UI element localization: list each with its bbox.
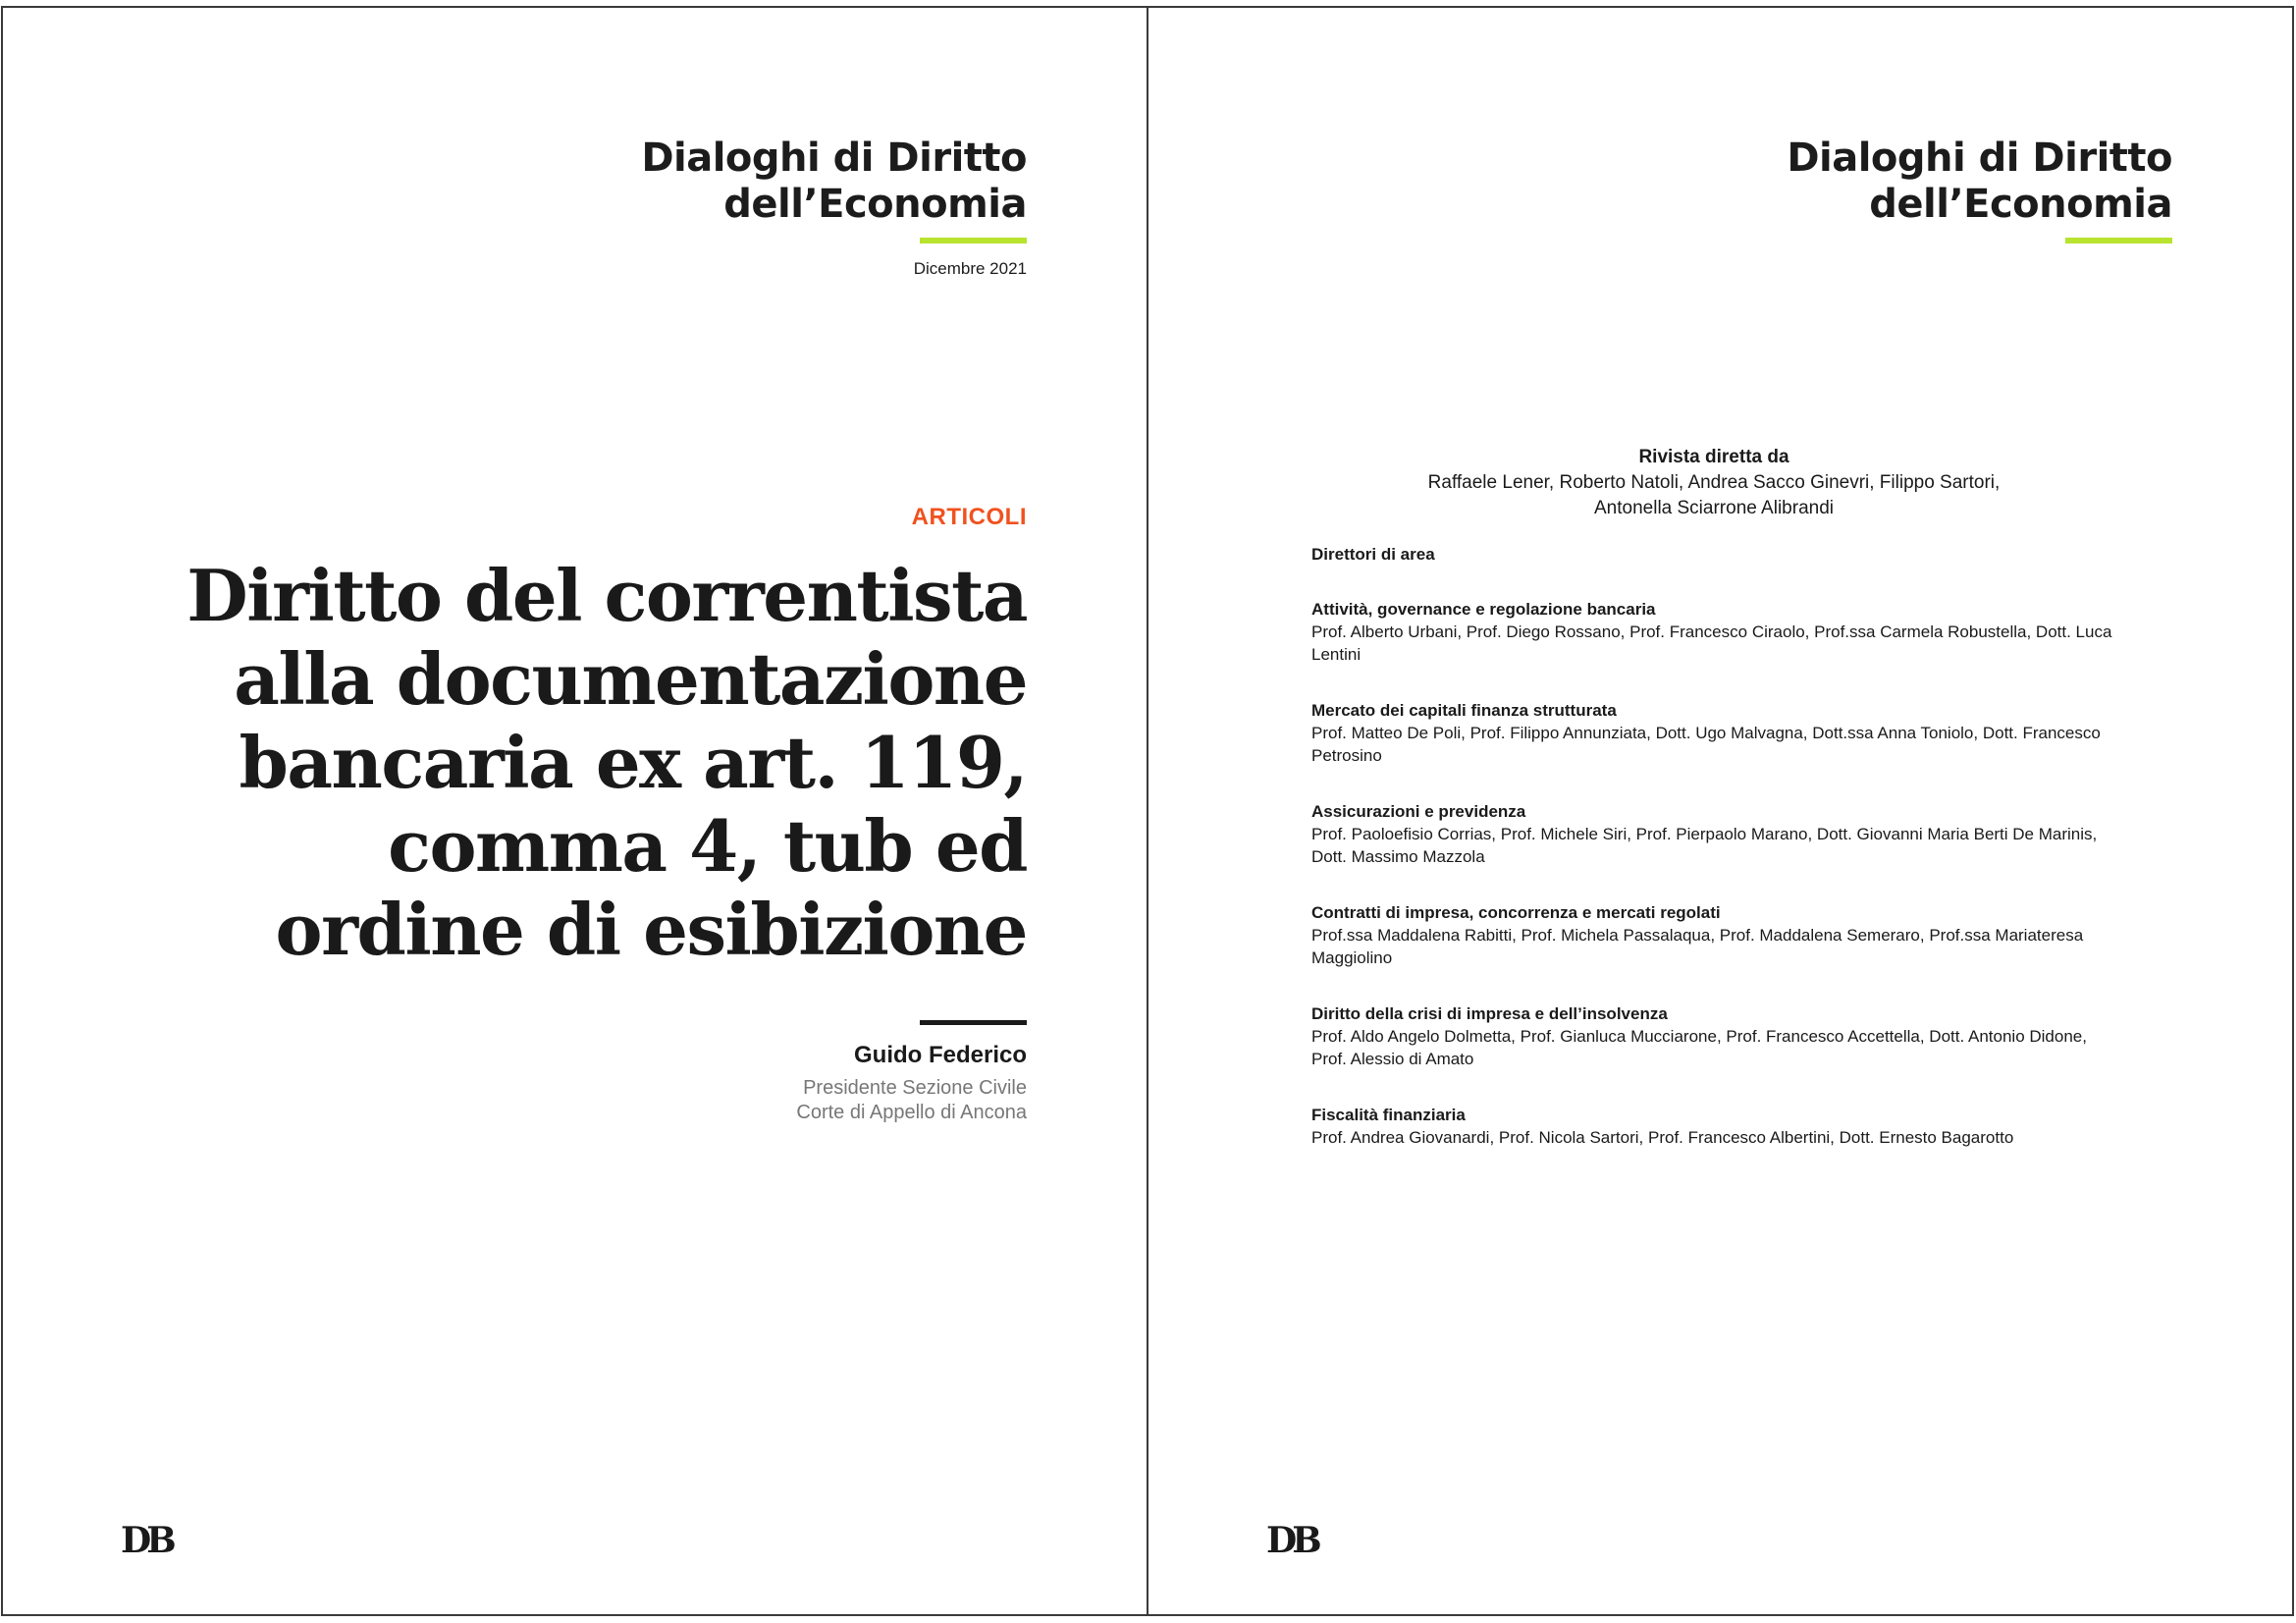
publisher-logo: DB [121,1520,172,1561]
author-role-line1: Presidente Sezione Civile [803,1077,1027,1099]
area-block [1311,800,2116,868]
right-page [1147,6,2294,1616]
area-members: Prof. Aldo Angelo Dolmetta, Prof. Gianluca Mucciarone, Prof. Francesco Accettella, Dott. Antonio Didone, Prof. Alessio di Amato [1311,1027,2087,1068]
author-name: Guido Federico [853,1042,1027,1068]
journal-title-line1: Dialoghi di Diritto [1787,135,2172,181]
masthead [1787,135,2172,247]
area-title: Fiscalità finanziaria [1311,1106,1466,1124]
author-role [796,1076,1027,1125]
area-title: Diritto della crisi di impresa e dell’insolvenza [1311,1004,1668,1023]
section-label: ARTICOLI [911,504,1027,530]
area-members: Prof. Alberto Urbani, Prof. Diego Rossano, Prof. Francesco Ciraolo, Prof.ssa Carmela Robustella, Dott. Luca Lentini [1311,622,2112,664]
accent-bar [2065,238,2172,243]
author-role-line2: Corte di Appello di Ancona [796,1102,1027,1123]
area-title: Contratti di impresa, concorrenza e mercati regolati [1311,903,1721,922]
area-title: Attività, governance e regolazione bancaria [1311,600,1656,619]
article-title: Diritto del correntista alla documentazione bancaria ex art. 119, comma 4, tub ed ordine di esibizione [187,554,1027,971]
area-block [1311,1104,2116,1149]
issue-date: Dicembre 2021 [913,259,1027,278]
area-members: Prof.ssa Maddalena Rabitti, Prof. Michela Passalaqua, Prof. Maddalena Semeraro, Prof.ssa Mariateresa Maggiolino [1311,926,2084,967]
area-block [1311,901,2116,969]
area-block [1311,1002,2116,1070]
author-divider [920,1020,1027,1025]
area-title: Assicurazioni e previdenza [1311,802,1526,821]
area-title: Mercato dei capitali finanza strutturata [1311,701,1617,720]
journal-title-line1: Dialoghi di Diritto [641,135,1027,181]
directors-label: Direttori di area [1311,545,1435,564]
publisher-logo: DB [1266,1520,1317,1561]
directed-by-title: Rivista diretta da [1638,447,1789,467]
directed-by [1311,445,2116,521]
journal-title-line2: dell’Economia [723,182,1027,227]
directed-by-names: Raffaele Lener, Roberto Natoli, Andrea Sacco Ginevri, Filippo Sartori, Antonella Sciarrone Alibrandi [1427,472,2001,518]
left-page [1,6,1148,1616]
area-block [1311,699,2116,767]
masthead [641,135,1027,279]
accent-bar [920,238,1027,243]
area-members: Prof. Andrea Giovanardi, Prof. Nicola Sartori, Prof. Francesco Albertini, Dott. Ernesto Bagarotto [1311,1128,2014,1147]
editorial-board [1311,445,2116,1149]
area-members: Prof. Matteo De Poli, Prof. Filippo Annunziata, Dott. Ugo Malvagna, Dott.ssa Anna Toniolo, Dott. Francesco Petrosino [1311,724,2101,765]
area-block [1311,598,2116,666]
area-members: Prof. Paoloefisio Corrias, Prof. Michele Siri, Prof. Pierpaolo Marano, Dott. Giovanni Maria Berti De Marinis, Dott. Massimo Mazzola [1311,825,2098,866]
journal-title-line2: dell’Economia [1869,182,2172,227]
